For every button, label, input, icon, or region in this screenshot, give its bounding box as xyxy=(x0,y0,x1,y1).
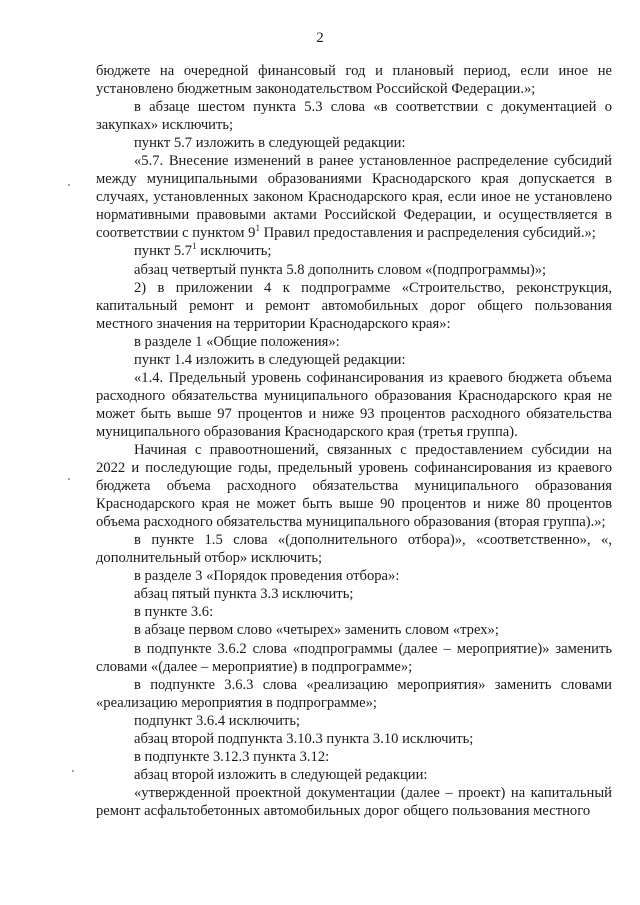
paragraph-text: абзац четвертый пункта 5.8 дополнить словом «(подпрограммы)»; xyxy=(134,261,547,278)
paragraph xyxy=(96,134,612,152)
paragraph xyxy=(96,279,612,333)
paragraph-text: подпункт 3.6.4 исключить; xyxy=(134,712,301,729)
paragraph-text: 2) в приложении 4 к подпрограмме «Строительство, реконструкция, капитальный ремонт и ремонт автомобильных дорог общего пользования местного значения на территории Краснодарского края»: xyxy=(96,279,612,332)
paragraph xyxy=(96,748,612,766)
paragraph-text: в подпункте 3.6.2 слова «подпрограммы (далее – мероприятие)» заменить словами «(далее – мероприятие) в подпрограмме»; xyxy=(96,640,612,675)
superscript: 1 xyxy=(255,223,260,234)
paragraph xyxy=(96,261,612,279)
paragraph xyxy=(96,62,612,98)
paragraph xyxy=(96,531,612,567)
paragraph-text: Начиная с правоотношений, связанных с предоставлением субсидии на 2022 и последующие годы, предельный уровень софинансирования из краевого бюджета объема расходного обязательства муниципального образования Краснодарского края не может быть выше 90 процентов и ниже 80 процентов объема расходного обязательства муниципального образования (вторая группа).»; xyxy=(96,441,612,531)
paragraph xyxy=(96,152,612,242)
paragraph-text: в разделе 3 «Порядок проведения отбора»: xyxy=(134,568,400,585)
margin-mark xyxy=(68,184,70,186)
paragraph xyxy=(96,369,612,441)
paragraph-text: в подпункте 3.6.3 слова «реализацию мероприятия» заменить словами «реализацию мероприятия в подпрограмме»; xyxy=(96,676,612,711)
paragraph-text-continued: исключить; xyxy=(196,243,272,260)
superscript: 1 xyxy=(192,241,197,252)
margin-mark xyxy=(68,478,70,480)
paragraph xyxy=(96,766,612,784)
paragraph xyxy=(96,567,612,585)
paragraph xyxy=(96,441,612,531)
paragraph-text-continued: Правил предоставления и распределения субсидий.»; xyxy=(259,225,596,242)
paragraph-text: в разделе 1 «Общие положения»: xyxy=(134,333,340,350)
paragraph-text: пункт 5.7 xyxy=(134,243,193,260)
paragraph-text: в пункте 1.5 слова «(дополнительного отбора)», «соответственно», «, дополнительный отбор» исключить; xyxy=(96,532,612,567)
paragraph-text: «утвержденной проектной документации (далее – проект) на капитальный ремонт асфальтобетонных автомобильных дорог общего пользования местного xyxy=(96,784,612,819)
page-number: 2 xyxy=(316,30,324,46)
paragraph-text: абзац пятый пункта 3.3 исключить; xyxy=(134,586,354,603)
paragraph-text: в пункте 3.6: xyxy=(134,604,214,621)
paragraph xyxy=(96,603,612,621)
paragraph xyxy=(96,621,612,639)
paragraph xyxy=(96,712,612,730)
paragraph xyxy=(96,242,612,260)
paragraph-text: «1.4. Предельный уровень софинансирования из краевого бюджета объема расходного обязательства муниципального образования Краснодарского края не может быть выше 97 процентов и ниже 93 процентов расходного обязательства муниципального образования Краснодарского края (третья группа). xyxy=(96,369,612,440)
paragraph-text: абзац второй изложить в следующей редакции: xyxy=(134,766,428,783)
paragraph xyxy=(96,640,612,676)
paragraph-text: пункт 1.4 изложить в следующей редакции: xyxy=(134,351,406,368)
paragraph-text: пункт 5.7 изложить в следующей редакции: xyxy=(134,135,406,152)
paragraph-text: бюджете на очередной финансовый год и плановый период, если иное не установлено бюджетным законодательством Российской Федерации.»; xyxy=(96,63,612,98)
paragraph xyxy=(96,730,612,748)
paragraph xyxy=(96,585,612,603)
document-body xyxy=(96,62,612,820)
paragraph xyxy=(96,333,612,351)
paragraph-text: в абзаце шестом пункта 5.3 слова «в соответствии с документацией о закупках» исключить; xyxy=(96,99,612,134)
paragraph xyxy=(96,98,612,134)
paragraph-text: абзац второй подпункта 3.10.3 пункта 3.10 исключить; xyxy=(134,730,474,747)
margin-mark xyxy=(72,770,74,772)
paragraph-text: «5.7. Внесение изменений в ранее установленное распределение субсидий между муниципальными образованиями Краснодарского края допускается в случаях, установленных законом Краснодарского края, если иное не установлено нормативными правовыми актами Российской Федерации, и осуществляется в соответствии с пунктом 9 xyxy=(96,153,612,242)
paragraph-text: в подпункте 3.12.3 пункта 3.12: xyxy=(134,748,330,765)
paragraph xyxy=(96,351,612,369)
paragraph-text: в абзаце первом слово «четырех» заменить словом «трех»; xyxy=(134,622,499,639)
paragraph xyxy=(96,784,612,820)
paragraph xyxy=(96,676,612,712)
